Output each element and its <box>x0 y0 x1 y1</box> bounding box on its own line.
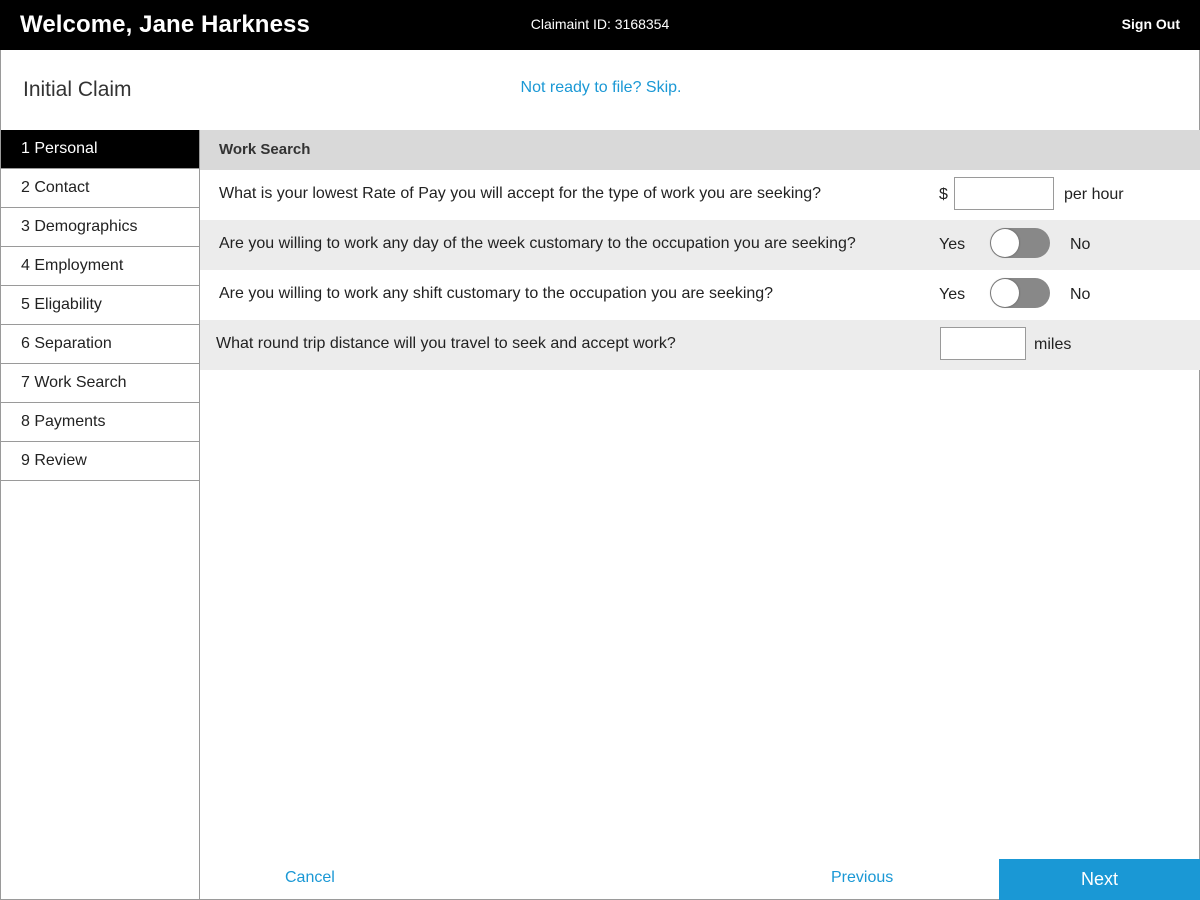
sidebar-item-payments[interactable]: 8 Payments <box>1 403 199 442</box>
sidebar-item-demographics[interactable]: 3 Demographics <box>1 208 199 247</box>
sidebar-item-separation[interactable]: 6 Separation <box>1 325 199 364</box>
any-day-question: Are you willing to work any day of the week customary to the occupation you are seeking? <box>219 235 856 252</box>
section-title: Work Search <box>200 130 1200 170</box>
currency-symbol: $ <box>939 186 948 203</box>
welcome-message: Welcome, Jane Harkness <box>20 11 310 38</box>
sidebar-item-employment[interactable]: 4 Employment <box>1 247 199 286</box>
sign-out-link[interactable]: Sign Out <box>1121 16 1180 32</box>
any-day-toggle[interactable] <box>990 228 1050 258</box>
toggle-knob <box>991 279 1019 307</box>
any-shift-row <box>200 270 1200 320</box>
sidebar-item-personal[interactable]: 1 Personal <box>1 130 199 169</box>
rate-of-pay-question: What is your lowest Rate of Pay you will accept for the type of work you are seeking? <box>219 185 822 202</box>
claimant-id: Claimaint ID: 3168354 <box>530 16 670 32</box>
rate-of-pay-row <box>200 170 1200 220</box>
distance-row <box>200 320 1200 370</box>
rate-of-pay-input[interactable] <box>954 177 1054 210</box>
cancel-button[interactable]: Cancel <box>285 869 335 886</box>
page-title: Initial Claim <box>23 78 132 101</box>
any-shift-toggle[interactable] <box>990 278 1050 308</box>
distance-question: What round trip distance will you travel to seek and accept work? <box>216 335 676 352</box>
any-shift-no-label: No <box>1070 286 1091 303</box>
next-button[interactable]: Next <box>999 859 1200 900</box>
claim-header <box>0 50 1200 130</box>
top-bar <box>0 0 1200 50</box>
sidebar-item-contact[interactable]: 2 Contact <box>1 169 199 208</box>
sidebar-item-review[interactable]: 9 Review <box>1 442 199 481</box>
rate-unit-label: per hour <box>1064 186 1124 203</box>
previous-button[interactable]: Previous <box>831 869 894 886</box>
step-sidebar <box>0 130 200 900</box>
any-day-yes-label: Yes <box>939 236 966 253</box>
any-day-row <box>200 220 1200 270</box>
any-shift-yes-label: Yes <box>939 286 966 303</box>
any-shift-question: Are you willing to work any shift customary to the occupation you are seeking? <box>219 285 774 302</box>
sidebar-item-work-search[interactable]: 7 Work Search <box>1 364 199 403</box>
main-content <box>200 130 1200 900</box>
distance-unit-label: miles <box>1034 336 1072 353</box>
skip-link[interactable]: Not ready to file? Skip. <box>520 79 682 96</box>
distance-input[interactable] <box>940 327 1026 360</box>
toggle-knob <box>991 229 1019 257</box>
sidebar-item-eligability[interactable]: 5 Eligability <box>1 286 199 325</box>
any-day-no-label: No <box>1070 236 1091 253</box>
